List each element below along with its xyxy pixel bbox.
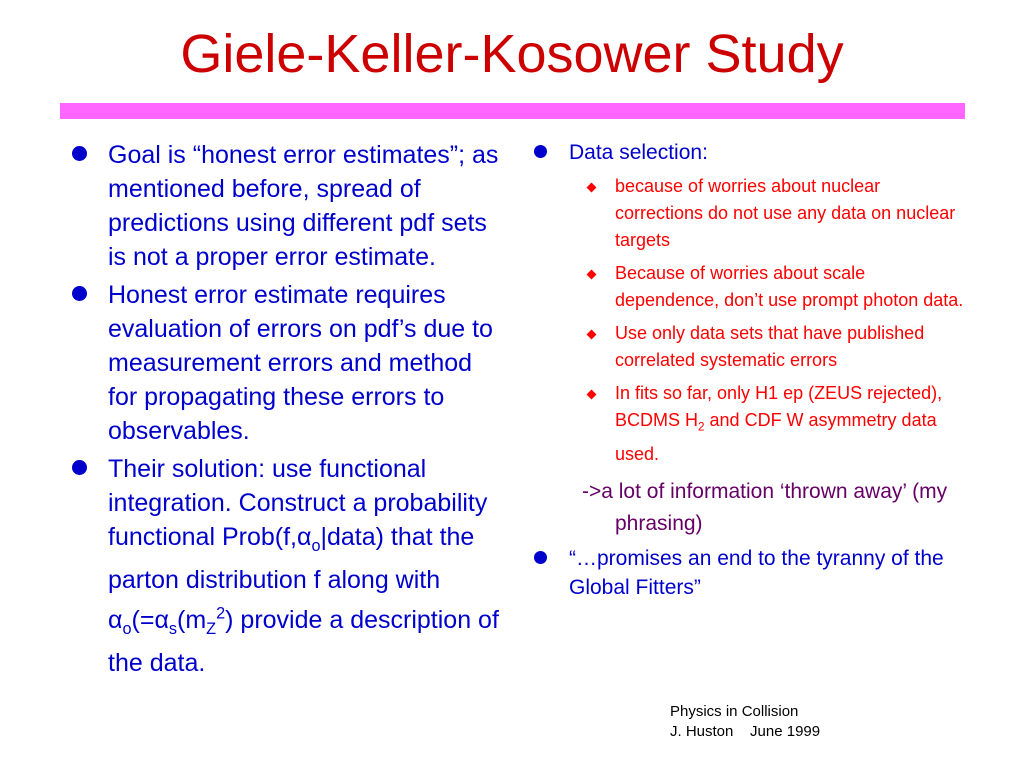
- alpha-symbol: α: [108, 606, 123, 635]
- slide-footer: [670, 702, 820, 742]
- left-bullet-honest-error: [60, 278, 500, 448]
- footer-author-date: J. Huston June 1999: [670, 723, 821, 740]
- solution-text: Their solution: use functional integration. Construct a probability functional $Prob(f,\alpha_o|data)$ that the parton distribution f along with $\alpha_o(=\alpha_s(m_Z^2)$ provide a description of the data.: [108, 455, 499, 678]
- right-bullet-quote: [533, 544, 973, 602]
- goal-text: Goal is “honest error estimates”; as mentioned before, spread of predictions using different pdf sets is not a proper error estimate.: [108, 141, 499, 271]
- left-column: [60, 138, 500, 684]
- data-selection-text: Data selection:: [569, 141, 708, 164]
- quote-text: “…promises an end to the tyranny of the Global Fitters”: [569, 546, 944, 599]
- sub-bullet-fits: In fits so far, only H1 ep (ZEUS rejected), BCDMS $H_2$ and CDF W asymmetry data used.: [533, 380, 973, 468]
- alpha-symbol: α: [297, 523, 312, 551]
- sub-bullet-systematic: Use only data sets that have published correlated systematic errors: [533, 320, 973, 374]
- bullet-dot-icon: [72, 460, 87, 475]
- right-column: [533, 138, 973, 602]
- diamond-bullet-icon: [587, 330, 597, 340]
- right-bullet-data-selection: [533, 138, 973, 167]
- bullet-dot-icon: [72, 286, 87, 301]
- information-note: ->a lot of information ‘thrown away’ (my phrasing): [582, 479, 948, 535]
- slide-title: Giele-Keller-Kosower Study: [180, 24, 844, 84]
- sub-bullet-nuclear: because of worries about nuclear corrections do not use any data on nuclear targets: [533, 173, 973, 254]
- alpha-symbol: α: [154, 606, 169, 635]
- diamond-bullet-icon: [587, 390, 597, 400]
- diamond-bullet-icon: [587, 183, 597, 193]
- bullet-dot-icon: [72, 146, 87, 161]
- diamond-bullet-icon: [587, 270, 597, 280]
- left-bullet-goal: [60, 138, 500, 274]
- honest-error-text: Honest error estimate requires evaluation of errors on pdf’s due to measurement errors and method for propagating these errors to observables.: [108, 281, 493, 445]
- left-bullet-solution: [60, 452, 500, 680]
- bullet-dot-icon: [534, 551, 547, 564]
- title-divider: [60, 103, 965, 119]
- sub-bullet-photon: Because of worries about scale dependence, don’t use prompt photon data.: [533, 260, 973, 314]
- footer-conference: Physics in Collision: [670, 703, 799, 720]
- bullet-dot-icon: [534, 145, 547, 158]
